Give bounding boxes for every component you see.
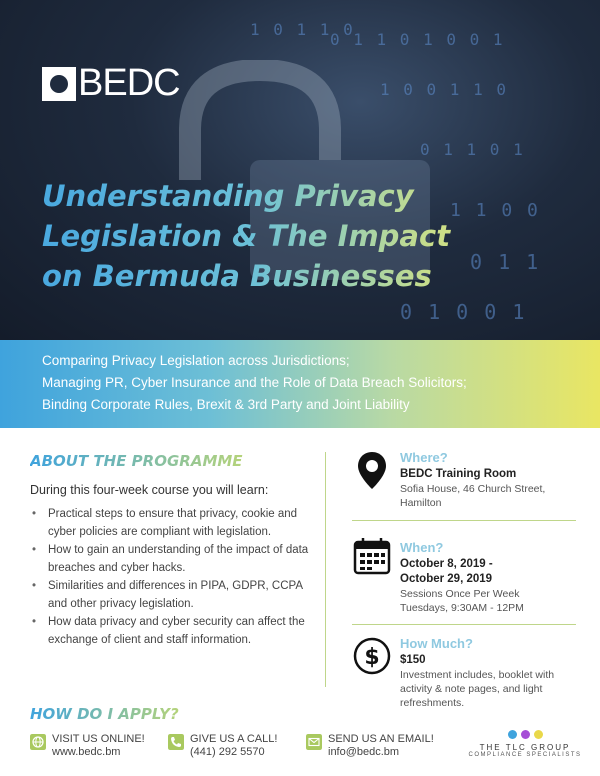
where-place: BEDC Training Room bbox=[400, 468, 517, 480]
topic-line: Comparing Privacy Legislation across Jurisdictions; bbox=[42, 353, 350, 368]
binary-digits: 0 1 0 0 1 bbox=[400, 300, 527, 324]
section-divider bbox=[352, 624, 576, 625]
column-divider bbox=[325, 452, 326, 687]
programme-section bbox=[30, 452, 310, 649]
when-dates: October 29, 2019 bbox=[400, 573, 493, 585]
contact-text bbox=[328, 733, 434, 759]
when-sessions: Sessions Once Per Week bbox=[400, 588, 520, 600]
partner-tagline: COMPLIANCE SPECIALISTS bbox=[468, 752, 582, 758]
location-pin-icon bbox=[352, 450, 392, 490]
when-details bbox=[400, 540, 582, 615]
email-label: SEND US AN EMAIL! bbox=[328, 733, 434, 745]
list-item: • How to gain an understanding of the impact of data breaches and cyber hacks. bbox=[30, 541, 310, 577]
contact-text bbox=[190, 733, 277, 759]
where-address: Sofia House, 46 Church Street, Hamilton bbox=[400, 483, 546, 509]
phone-number[interactable]: (441) 292 5570 bbox=[190, 746, 265, 758]
list-item: • Similarities and differences in PIPA, GDPR, CCPA and other privacy legislation. bbox=[30, 577, 310, 613]
calendar-icon bbox=[352, 536, 392, 576]
where-section bbox=[352, 450, 582, 514]
contact-phone[interactable] bbox=[168, 733, 277, 759]
price: $150 bbox=[400, 654, 426, 666]
logo-text: BEDC bbox=[78, 62, 180, 104]
title-line: Legislation & The Impact bbox=[42, 219, 451, 253]
dot-yellow bbox=[534, 730, 543, 739]
title-line: on Bermuda Businesses bbox=[42, 259, 432, 293]
programme-heading: ABOUT THE PROGRAMME bbox=[30, 452, 243, 470]
svg-text:$: $ bbox=[364, 645, 380, 670]
where-details bbox=[400, 450, 582, 510]
binary-digits: 0 1 1 0 1 0 0 1 bbox=[330, 30, 505, 49]
apply-section bbox=[30, 705, 179, 724]
hero-banner bbox=[0, 0, 600, 340]
page-title bbox=[42, 176, 562, 296]
binary-digits: 1 0 0 1 1 0 bbox=[380, 80, 508, 99]
programme-intro: During this four-week course you will learn: bbox=[30, 483, 269, 497]
logo-mark bbox=[42, 67, 76, 101]
binary-digits: 0 1 1 0 1 bbox=[420, 140, 525, 159]
bedc-logo bbox=[42, 62, 180, 105]
dot-blue bbox=[508, 730, 517, 739]
topic-line: Binding Corporate Rules, Brexit & 3rd Party and Joint Liability bbox=[42, 397, 410, 412]
how-much-heading: How Much? bbox=[400, 636, 473, 651]
where-heading: Where? bbox=[400, 450, 448, 465]
partner-name: THE TLC GROUP bbox=[479, 743, 571, 752]
contact-text bbox=[52, 733, 145, 759]
logo-dots bbox=[460, 730, 590, 739]
topic-line: Managing PR, Cyber Insurance and the Role of Data Breach Solicitors; bbox=[42, 375, 467, 390]
globe-icon bbox=[30, 734, 46, 750]
envelope-icon bbox=[306, 734, 322, 750]
dollar-icon bbox=[352, 636, 392, 676]
title-line: Understanding Privacy bbox=[42, 179, 414, 213]
apply-heading: HOW DO I APPLY? bbox=[30, 705, 179, 723]
when-heading: When? bbox=[400, 540, 444, 555]
price-note: Investment includes, booklet with activity & note pages, and light refreshments. bbox=[400, 669, 555, 709]
online-link[interactable]: www.bedc.bm bbox=[52, 746, 121, 758]
how-much-details bbox=[400, 636, 582, 710]
list-item: • Practical steps to ensure that privacy, cookie and cyber policies are compliant with legislation. bbox=[30, 505, 310, 541]
section-divider bbox=[352, 520, 576, 521]
when-times: Tuesdays, 9:30AM - 12PM bbox=[400, 602, 524, 614]
learning-list bbox=[30, 505, 310, 649]
how-much-section bbox=[352, 636, 582, 709]
tlc-group-logo bbox=[460, 730, 590, 758]
binary-digits: 1 0 1 1 0 bbox=[250, 20, 355, 39]
email-link[interactable]: info@bedc.bm bbox=[328, 746, 400, 758]
contact-email[interactable] bbox=[306, 733, 434, 759]
phone-icon bbox=[168, 734, 184, 750]
online-label: VISIT US ONLINE! bbox=[52, 733, 145, 745]
contact-online[interactable] bbox=[30, 733, 145, 759]
list-item: • How data privacy and cyber security can affect the exchange of client and staff information. bbox=[30, 613, 310, 649]
call-label: GIVE US A CALL! bbox=[190, 733, 278, 745]
when-section bbox=[352, 536, 582, 616]
topics-band bbox=[0, 340, 600, 428]
when-dates: October 8, 2019 - bbox=[400, 558, 493, 570]
dot-purple bbox=[521, 730, 530, 739]
